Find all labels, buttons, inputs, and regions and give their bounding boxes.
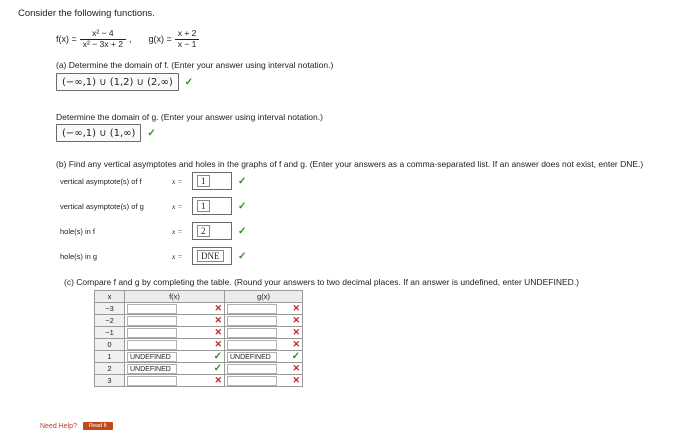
f-numerator: x² − 4	[92, 28, 114, 39]
domain-f-input[interactable]	[56, 73, 179, 91]
cross-icon: ✕	[292, 327, 300, 337]
part-b-answers	[60, 171, 290, 271]
cross-icon: ✕	[214, 327, 222, 337]
row-prefix: x =	[172, 201, 183, 211]
answer-value: 2	[197, 225, 210, 237]
f-input[interactable]: UNDEFINED	[127, 364, 177, 374]
domain-g-value: (−∞,1) ∪ (1,∞)	[62, 127, 136, 139]
row-label: hole(s) in g	[60, 251, 98, 261]
table-row	[95, 363, 303, 375]
x-cell: 3	[95, 375, 125, 387]
g-input[interactable]	[227, 340, 277, 350]
f-cell	[125, 315, 225, 327]
part-a-question-g: Determine the domain of g. (Enter your answer using interval notation.)	[56, 112, 323, 122]
part-c-question: (c) Compare f and g by completing the table. (Round your answers to two decimal places. If an answer is undefined, enter UNDEFINED.)	[64, 277, 579, 287]
g-cell	[225, 339, 303, 351]
f-cell	[125, 363, 225, 375]
g-input[interactable]	[227, 304, 277, 314]
domain-f-value: (−∞,1) ∪ (1,2) ∪ (2,∞)	[62, 76, 173, 88]
g-cell	[225, 375, 303, 387]
cross-icon: ✕	[214, 339, 222, 349]
check-icon: ✓	[291, 351, 300, 362]
check-icon: ✓	[238, 175, 247, 187]
read-it-button[interactable]: Read It	[83, 422, 113, 430]
f-input[interactable]	[127, 340, 177, 350]
f-cell	[125, 351, 225, 363]
check-icon: ✓	[184, 76, 194, 88]
domain-g-row	[56, 124, 156, 142]
g-label: g(x) =	[148, 34, 172, 44]
header-g: g(x)	[225, 291, 303, 303]
f-cell	[125, 375, 225, 387]
g-cell	[225, 303, 303, 315]
need-help-label: Need Help?	[40, 422, 77, 430]
x-cell: 2	[95, 363, 125, 375]
row-label: vertical asymptote(s) of f	[60, 176, 142, 186]
f-fraction	[80, 29, 126, 49]
g-denominator: x − 1	[175, 39, 200, 49]
f-cell	[125, 303, 225, 315]
table-row	[95, 375, 303, 387]
g-input[interactable]	[227, 376, 277, 386]
g-cell	[225, 351, 303, 363]
f-input[interactable]	[127, 316, 177, 326]
check-icon: ✓	[238, 250, 247, 262]
check-icon: ✓	[238, 225, 247, 237]
answer-input[interactable]	[192, 197, 232, 215]
asymptote-hole-row	[60, 246, 260, 266]
intro-text: Consider the following functions.	[18, 8, 155, 19]
table-row	[95, 303, 303, 315]
f-cell	[125, 339, 225, 351]
answer-value: 1	[197, 200, 210, 212]
cross-icon: ✕	[292, 339, 300, 349]
row-label: vertical asymptote(s) of g	[60, 201, 144, 211]
g-cell	[225, 363, 303, 375]
row-prefix: x =	[172, 251, 183, 261]
check-icon: ✓	[147, 127, 156, 139]
answer-input[interactable]	[192, 247, 232, 265]
asymptote-hole-row	[60, 196, 260, 216]
f-input[interactable]	[127, 376, 177, 386]
row-prefix: x =	[172, 176, 183, 186]
g-cell	[225, 315, 303, 327]
f-input[interactable]	[127, 304, 177, 314]
asymptote-hole-row	[60, 221, 260, 241]
comparison-table	[94, 290, 303, 387]
f-input[interactable]: UNDEFINED	[127, 352, 177, 362]
g-fraction	[175, 29, 200, 49]
f-denominator: x² − 3x + 2	[80, 39, 126, 49]
help-section	[40, 422, 113, 430]
domain-g-input[interactable]	[56, 124, 141, 142]
part-b-question: (b) Find any vertical asymptotes and holes in the graphs of f and g. (Enter your answers as a comma-separated list. If an answer does not exist, enter DNE.)	[56, 159, 644, 169]
cross-icon: ✕	[214, 375, 222, 385]
answer-input[interactable]	[192, 222, 232, 240]
x-cell: −1	[95, 327, 125, 339]
table-row	[95, 339, 303, 351]
answer-value: 1	[197, 175, 210, 187]
answer-input[interactable]	[192, 172, 232, 190]
table-row	[95, 327, 303, 339]
check-icon: ✓	[213, 363, 222, 374]
cross-icon: ✕	[292, 303, 300, 313]
g-input[interactable]	[227, 364, 277, 374]
check-icon: ✓	[238, 200, 247, 212]
check-icon: ✓	[213, 351, 222, 362]
f-label: f(x) =	[56, 34, 77, 44]
g-cell	[225, 327, 303, 339]
part-a-question-f: (a) Determine the domain of f. (Enter your answer using interval notation.)	[56, 60, 334, 70]
header-f: f(x)	[125, 291, 225, 303]
table-header-row	[95, 291, 303, 303]
function-definitions: f(x) = $\frac{\text{x² − 4}}{\text{x² − 3x + 2}}$ , g(x) = $\frac{x + 2}{x - 1}$	[56, 24, 199, 54]
asymptote-hole-row	[60, 171, 260, 191]
g-input[interactable]	[227, 316, 277, 326]
row-label: hole(s) in f	[60, 226, 96, 236]
x-cell: −2	[95, 315, 125, 327]
cross-icon: ✕	[214, 315, 222, 325]
table-row	[95, 315, 303, 327]
x-cell: −3	[95, 303, 125, 315]
cross-icon: ✕	[292, 363, 300, 373]
cross-icon: ✕	[214, 303, 222, 313]
answer-value: DNE	[197, 250, 224, 262]
f-cell	[125, 327, 225, 339]
header-x: x	[95, 291, 125, 303]
x-cell: 0	[95, 339, 125, 351]
cross-icon: ✕	[292, 375, 300, 385]
g-input[interactable]: UNDEFINED	[227, 352, 277, 362]
domain-f-row	[56, 73, 193, 91]
x-cell: 1	[95, 351, 125, 363]
table-row	[95, 351, 303, 363]
cross-icon: ✕	[292, 315, 300, 325]
g-input[interactable]	[227, 328, 277, 338]
g-definition	[148, 29, 199, 49]
g-numerator: x + 2	[177, 28, 197, 39]
row-prefix: x =	[172, 226, 183, 236]
f-input[interactable]	[127, 328, 177, 338]
